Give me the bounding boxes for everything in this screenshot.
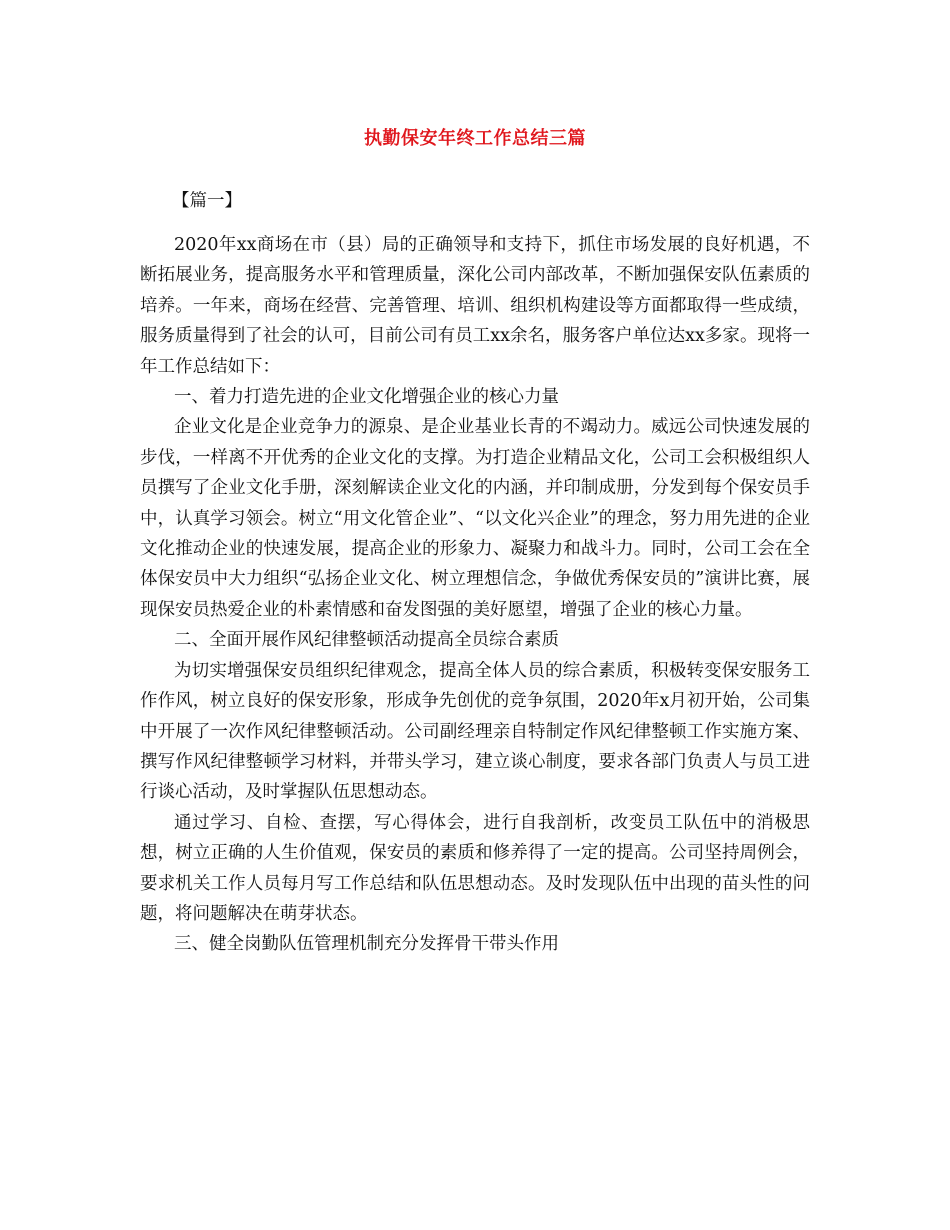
paragraph-study: 通过学习、自检、查摆，写心得体会，进行自我剖析，改变员工队伍中的消极思想，树立正确的人生价值观，保安员的素质和修养得了一定的提高。公司坚持周例会，要求机关工作人员每月写工作总结和队伍思想动态。及时发现队伍中出现的苗头性的问题，将问题解决在萌芽状态。 [140, 812, 810, 924]
heading-section-2: 二、全面开展作风纪律整顿活动提高全员综合素质 [174, 630, 559, 651]
document-title: 执勤保安年终工作总结三篇 [364, 128, 586, 149]
document-body [140, 186, 810, 960]
paragraph-discipline: 为切实增强保安员组织纪律观念，提高全体人员的综合素质，积极转变保安服务工作作风，树立良好的保安形象，形成争先创优的竞争氛围，2020年x月初开始，公司集中开展了一次作风纪律整顿活动。公司副经理亲自特制定作风纪律整顿工作实施方案、撰写作风纪律整顿学习材料，并带头学习，建立谈心制度，要求各部门负责人与员工进行谈心活动，及时掌握队伍思想动态。 [140, 660, 810, 803]
paragraph-intro: 2020年xx商场在市（县）局的正确领导和支持下，抓住市场发展的良好机遇，不断拓展业务，提高服务水平和管理质量，深化公司内部改革，不断加强保安队伍素质的培养。一年来，商场在经营、完善管理、培训、组织机构建设等方面都取得一些成绩，服务质量得到了社会的认可，目前公司有员工xx余名，服务客户单位达xx多家。现将一年工作总结如下： [140, 235, 810, 377]
paragraph-culture: 企业文化是企业竞争力的源泉、是企业基业长青的不竭动力。威远公司快速发展的步伐，一样离不开优秀的企业文化的支撑。为打造企业精品文化，公司工会积极组织人员撰写了企业文化手册，深刻解读企业文化的内涵，并印制成册，分发到每个保安员手中，认真学习领会。树立“用文化管企业”、“以文化兴企业”的理念，努力用先进的企业文化推动企业的快速发展，提高企业的形象力、凝聚力和战斗力。同时，公司工会在全体保安员中大力组织“弘扬企业文化、树立理想信念，争做优秀保安员的”演讲比赛，展现保安员热爱企业的朴素情感和奋发图强的美好愿望，增强了企业的核心力量。 [140, 417, 810, 620]
section-label: 【篇一】 [172, 191, 242, 211]
heading-section-3: 三、健全岗勤队伍管理机制充分发挥骨干带头作用 [174, 934, 559, 955]
heading-section-1: 一、着力打造先进的企业文化增强企业的核心力量 [174, 387, 559, 408]
